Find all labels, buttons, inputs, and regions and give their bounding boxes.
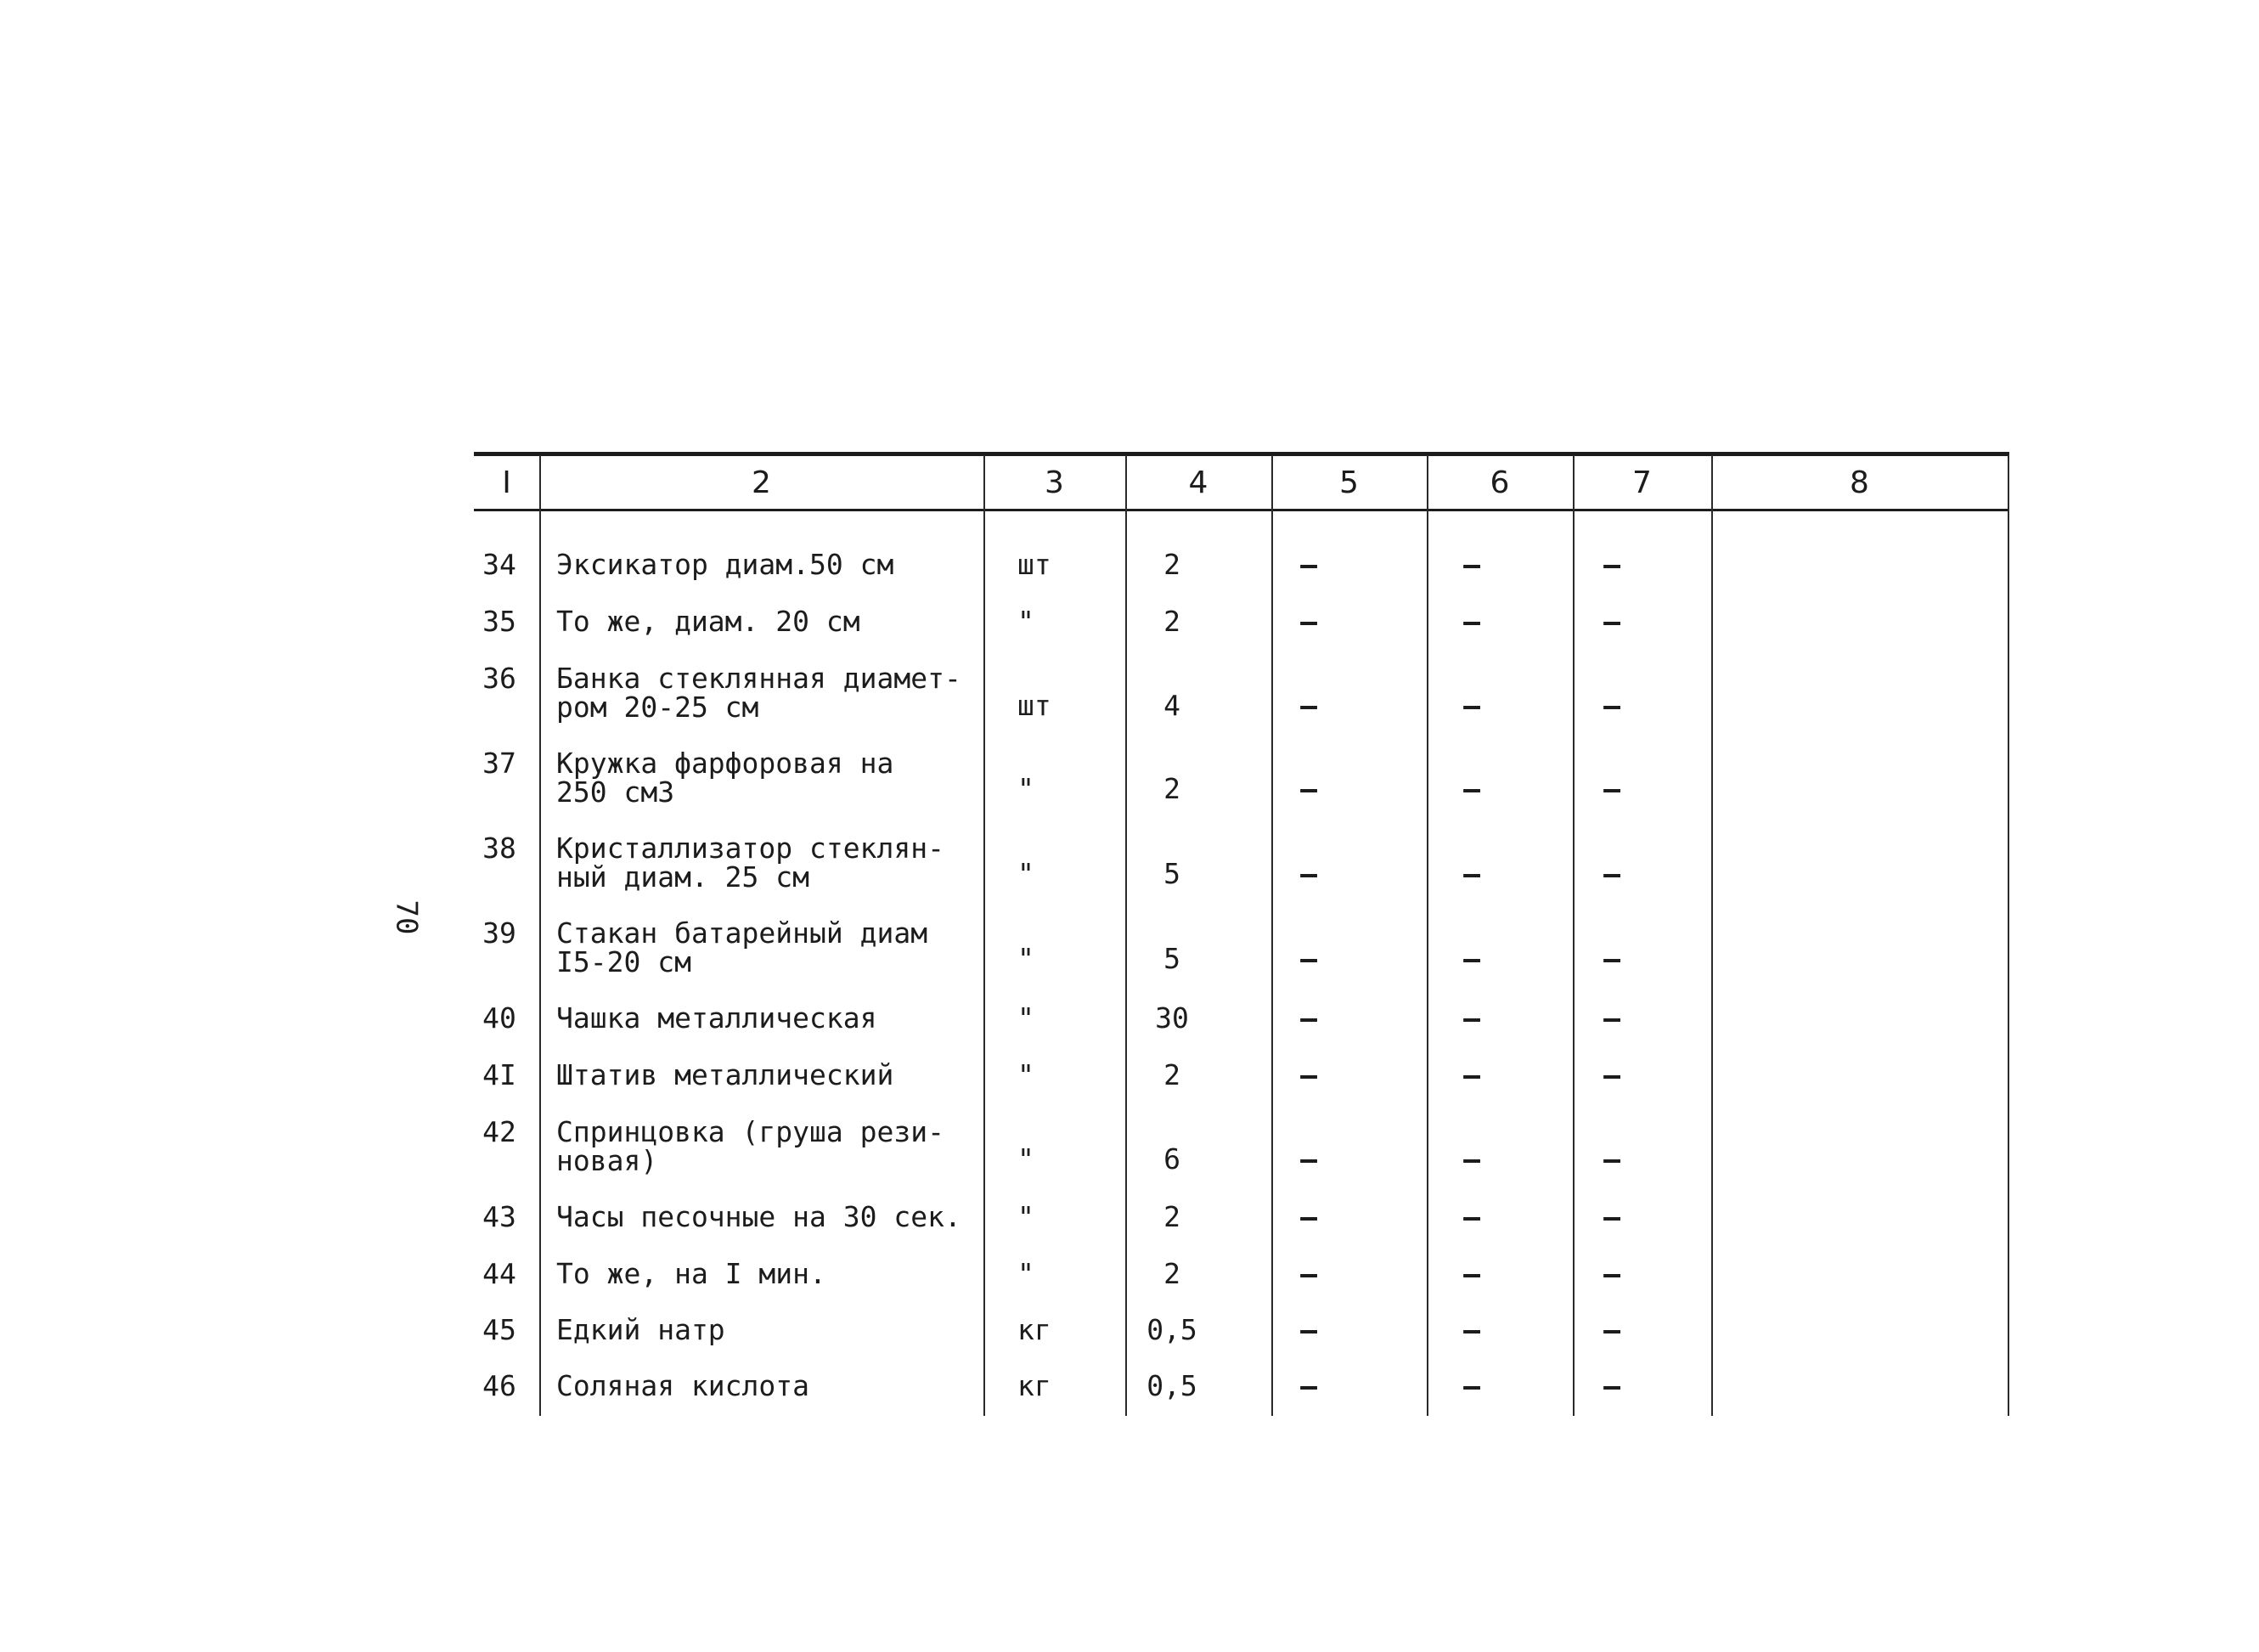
row-number: 4I — [482, 1058, 516, 1091]
item-unit: " — [1017, 1200, 1034, 1233]
col-6-value: – — [1463, 942, 1480, 975]
item-unit: " — [1017, 772, 1034, 805]
row-number: 38 — [482, 832, 516, 865]
col-5-value: – — [1300, 1200, 1317, 1233]
col-5-value: – — [1300, 1257, 1317, 1290]
col-5-value: – — [1300, 689, 1317, 722]
col-7-value: – — [1603, 1058, 1620, 1091]
col-6-value: – — [1463, 605, 1480, 638]
col-6-value: – — [1463, 548, 1480, 581]
col-7-value: – — [1603, 942, 1620, 975]
col-5-value: – — [1300, 1142, 1317, 1176]
col-6-value: – — [1463, 772, 1480, 805]
item-unit: " — [1017, 857, 1034, 890]
row-number: 36 — [482, 662, 516, 695]
col-6-value: – — [1463, 1058, 1480, 1091]
equipment-table — [474, 452, 2009, 1416]
col-5-value: – — [1300, 857, 1317, 890]
item-unit: " — [1017, 942, 1034, 975]
row-number: 39 — [482, 916, 516, 950]
col-6-value: – — [1463, 1369, 1480, 1402]
item-quantity: 30 — [1155, 1001, 1189, 1035]
item-name: То же, на I мин. — [556, 1257, 826, 1290]
header-col-4: 4 — [1188, 465, 1208, 500]
item-name: Кружка фарфоровая на 250 см3 — [556, 747, 894, 809]
item-unit: " — [1017, 1142, 1034, 1176]
item-name: Штатив металлический — [556, 1058, 894, 1091]
col-5-value: – — [1300, 1058, 1317, 1091]
item-quantity: 2 — [1163, 772, 1180, 805]
item-name: Часы песочные на 30 сек. — [556, 1200, 961, 1233]
col-7-value: – — [1603, 1142, 1620, 1176]
item-quantity: 6 — [1163, 1142, 1180, 1176]
item-name: Стакан батарейный диам I5-20 см — [556, 916, 928, 978]
item-quantity: 2 — [1163, 1058, 1180, 1091]
header-col-8: 8 — [1850, 465, 1869, 500]
item-unit: кг — [1017, 1313, 1051, 1346]
row-number: 46 — [482, 1369, 516, 1402]
column-divider — [539, 455, 541, 1416]
col-7-value: – — [1603, 1200, 1620, 1233]
item-quantity: 4 — [1163, 689, 1180, 722]
header-col-2: 2 — [752, 465, 771, 500]
col-7-value: – — [1603, 1257, 1620, 1290]
col-6-value: – — [1463, 1001, 1480, 1035]
col-6-value: – — [1463, 857, 1480, 890]
col-7-value: – — [1603, 1313, 1620, 1346]
item-unit: " — [1017, 605, 1034, 638]
col-5-value: – — [1300, 605, 1317, 638]
column-divider — [983, 455, 985, 1416]
col-7-value: – — [1603, 772, 1620, 805]
item-unit: " — [1017, 1257, 1034, 1290]
col-7-value: – — [1603, 605, 1620, 638]
table-top-rule — [474, 452, 2009, 456]
col-5-value: – — [1300, 1001, 1317, 1035]
item-quantity: 2 — [1163, 605, 1180, 638]
item-quantity: 0,5 — [1146, 1313, 1197, 1346]
item-name: Соляная кислота — [556, 1369, 810, 1402]
col-5-value: – — [1300, 1313, 1317, 1346]
page-number: 70 — [389, 899, 424, 935]
row-number: 44 — [482, 1257, 516, 1290]
item-quantity: 2 — [1163, 548, 1180, 581]
item-name: Спринцовка (груша рези- новая) — [556, 1115, 944, 1177]
col-7-value: – — [1603, 548, 1620, 581]
item-name: Едкий натр — [556, 1313, 725, 1346]
header-col-6: 6 — [1490, 465, 1510, 500]
col-5-value: – — [1300, 772, 1317, 805]
item-name: Чашка металлическая — [556, 1001, 877, 1035]
row-number: 45 — [482, 1313, 516, 1346]
row-number: 37 — [482, 747, 516, 780]
col-6-value: – — [1463, 1200, 1480, 1233]
item-unit: " — [1017, 1001, 1034, 1035]
row-number: 35 — [482, 605, 516, 638]
item-quantity: 2 — [1163, 1257, 1180, 1290]
col-7-value: – — [1603, 689, 1620, 722]
col-5-value: – — [1300, 942, 1317, 975]
row-number: 43 — [482, 1200, 516, 1233]
column-divider — [2008, 455, 2009, 1416]
col-6-value: – — [1463, 689, 1480, 722]
col-6-value: – — [1463, 1257, 1480, 1290]
item-quantity: 5 — [1163, 942, 1180, 975]
item-name: Кристаллизатор стеклян- ный диам. 25 см — [556, 832, 944, 894]
row-number: 42 — [482, 1115, 516, 1148]
item-quantity: 2 — [1163, 1200, 1180, 1233]
header-col-1: I — [502, 465, 511, 500]
item-unit: шт — [1017, 548, 1051, 581]
item-quantity: 0,5 — [1146, 1369, 1197, 1402]
col-6-value: – — [1463, 1142, 1480, 1176]
item-name: Банка стеклянная диамет- ром 20-25 см — [556, 662, 961, 724]
header-col-7: 7 — [1632, 465, 1652, 500]
col-5-value: – — [1300, 1369, 1317, 1402]
col-7-value: – — [1603, 1369, 1620, 1402]
column-divider — [1711, 455, 1713, 1416]
header-col-3: 3 — [1045, 465, 1064, 500]
item-quantity: 5 — [1163, 857, 1180, 890]
item-name: Эксикатор диам.50 см — [556, 548, 894, 581]
col-7-value: – — [1603, 1001, 1620, 1035]
item-unit: " — [1017, 1058, 1034, 1091]
row-number: 40 — [482, 1001, 516, 1035]
item-unit: шт — [1017, 689, 1051, 722]
item-name: То же, диам. 20 см — [556, 605, 860, 638]
col-5-value: – — [1300, 548, 1317, 581]
col-7-value: – — [1603, 857, 1620, 890]
col-6-value: – — [1463, 1313, 1480, 1346]
header-col-5: 5 — [1339, 465, 1359, 500]
table-header-rule — [474, 509, 2009, 511]
row-number: 34 — [482, 548, 516, 581]
item-unit: кг — [1017, 1369, 1051, 1402]
